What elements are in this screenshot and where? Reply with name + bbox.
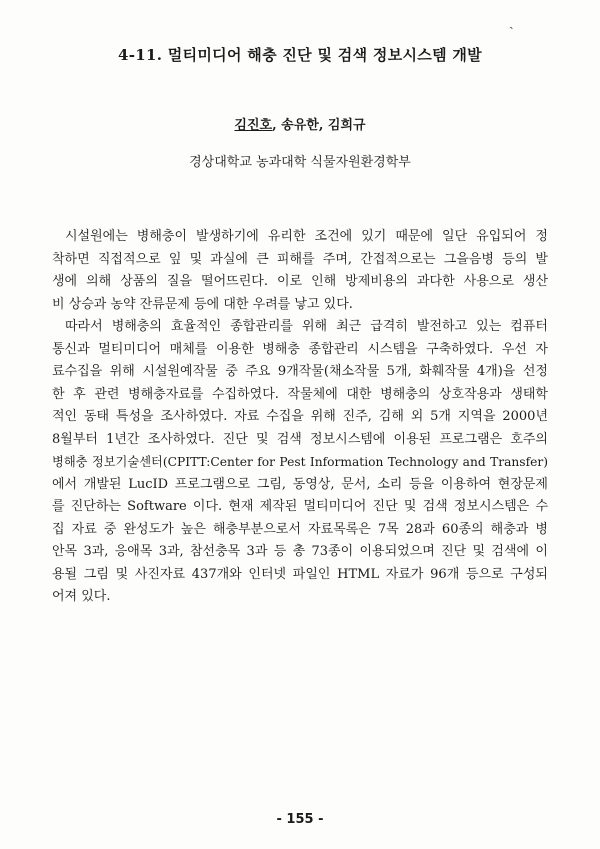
body-line: 8월부터 1년간 조사하였다. 진단 및 검색 정보시스템에 이용된 프로그램은 호주의 (52, 431, 548, 447)
abstract-body (52, 226, 548, 609)
body-line: 시설원에는 병해충이 발생하기에 유리한 조건에 있기 때문에 일단 유입되어 정 (65, 229, 548, 244)
paper-title: 4-11. 멀티미디어 해충 진단 및 검색 정보시스템 개발 (118, 46, 482, 64)
first-author: 김진호 (234, 118, 273, 133)
body-line: 한 후 관련 병해충자료를 수집하였다. 작물체에 대한 병해충의 상호작용과 생태학 (52, 386, 548, 402)
body-line: 적인 동태 특성을 조사하였다. 자료 수집을 위해 진주, 김해 외 5개 지역을 2000년 (52, 409, 548, 424)
author-list (0, 114, 600, 133)
body-line: 통신과 멀티미디어 매체를 이용한 병해충 종합관리 시스템을 구축하였다. 우선 자 (52, 341, 548, 357)
body-line: 에서 개발된 LucID 프로그램으로 그림, 동영상, 문서, 소리 등을 이용하여 현장문제 (52, 476, 548, 492)
body-line: 병해충 정보기술센터(CPITT:Center for Pest Information Technology and Transfer) (52, 455, 548, 469)
corner-mark: ˏ (509, 14, 514, 30)
body-line: 어져 있다. (52, 589, 111, 604)
body-line: 료수집을 위해 시설원예작물 중 주요 9개작물(채소작물 5개, 화훼작물 4개)을 선정 (52, 364, 548, 379)
body-line: 를 진단하는 Software 이다. 현재 제작된 멀티미디어 진단 및 검색 정보시스템은 수 (52, 499, 548, 514)
body-line: 안목 3과, 응애목 3과, 참선충목 3과 등 총 73종이 이용되었으며 진단 및 검색에 이 (52, 544, 548, 559)
co-authors: , 송유한, 김희규 (272, 118, 366, 133)
body-line: 생에 의해 상품의 질을 떨어뜨린다. 이로 인해 방제비용의 과다한 사용으로 생산 (52, 274, 548, 289)
body-line: 따라서 병해충의 효율적인 종합관리를 위해 최근 급격히 발전하고 있는 컴퓨터 (65, 319, 548, 334)
body-line: 집 자료 중 완성도가 높은 해충부분으로서 자료목록은 7목 28과 60종의 해충과 병 (52, 521, 548, 537)
page-number: - 155 - (276, 812, 324, 827)
body-line: 용될 그림 및 사진자료 437개와 인터넷 파일인 HTML 자료가 96개 등으로 구성되 (52, 566, 548, 582)
body-line: 비 상승과 농약 잔류문제 등에 대한 우려를 낳고 있다. (52, 296, 353, 312)
affiliation: 경상대학교 농과대학 식물자원환경학부 (189, 155, 411, 170)
body-line: 착하면 직접적으로 잎 및 과실에 큰 피해를 주며, 간접적으로는 그을음병 등의 발 (52, 251, 548, 267)
